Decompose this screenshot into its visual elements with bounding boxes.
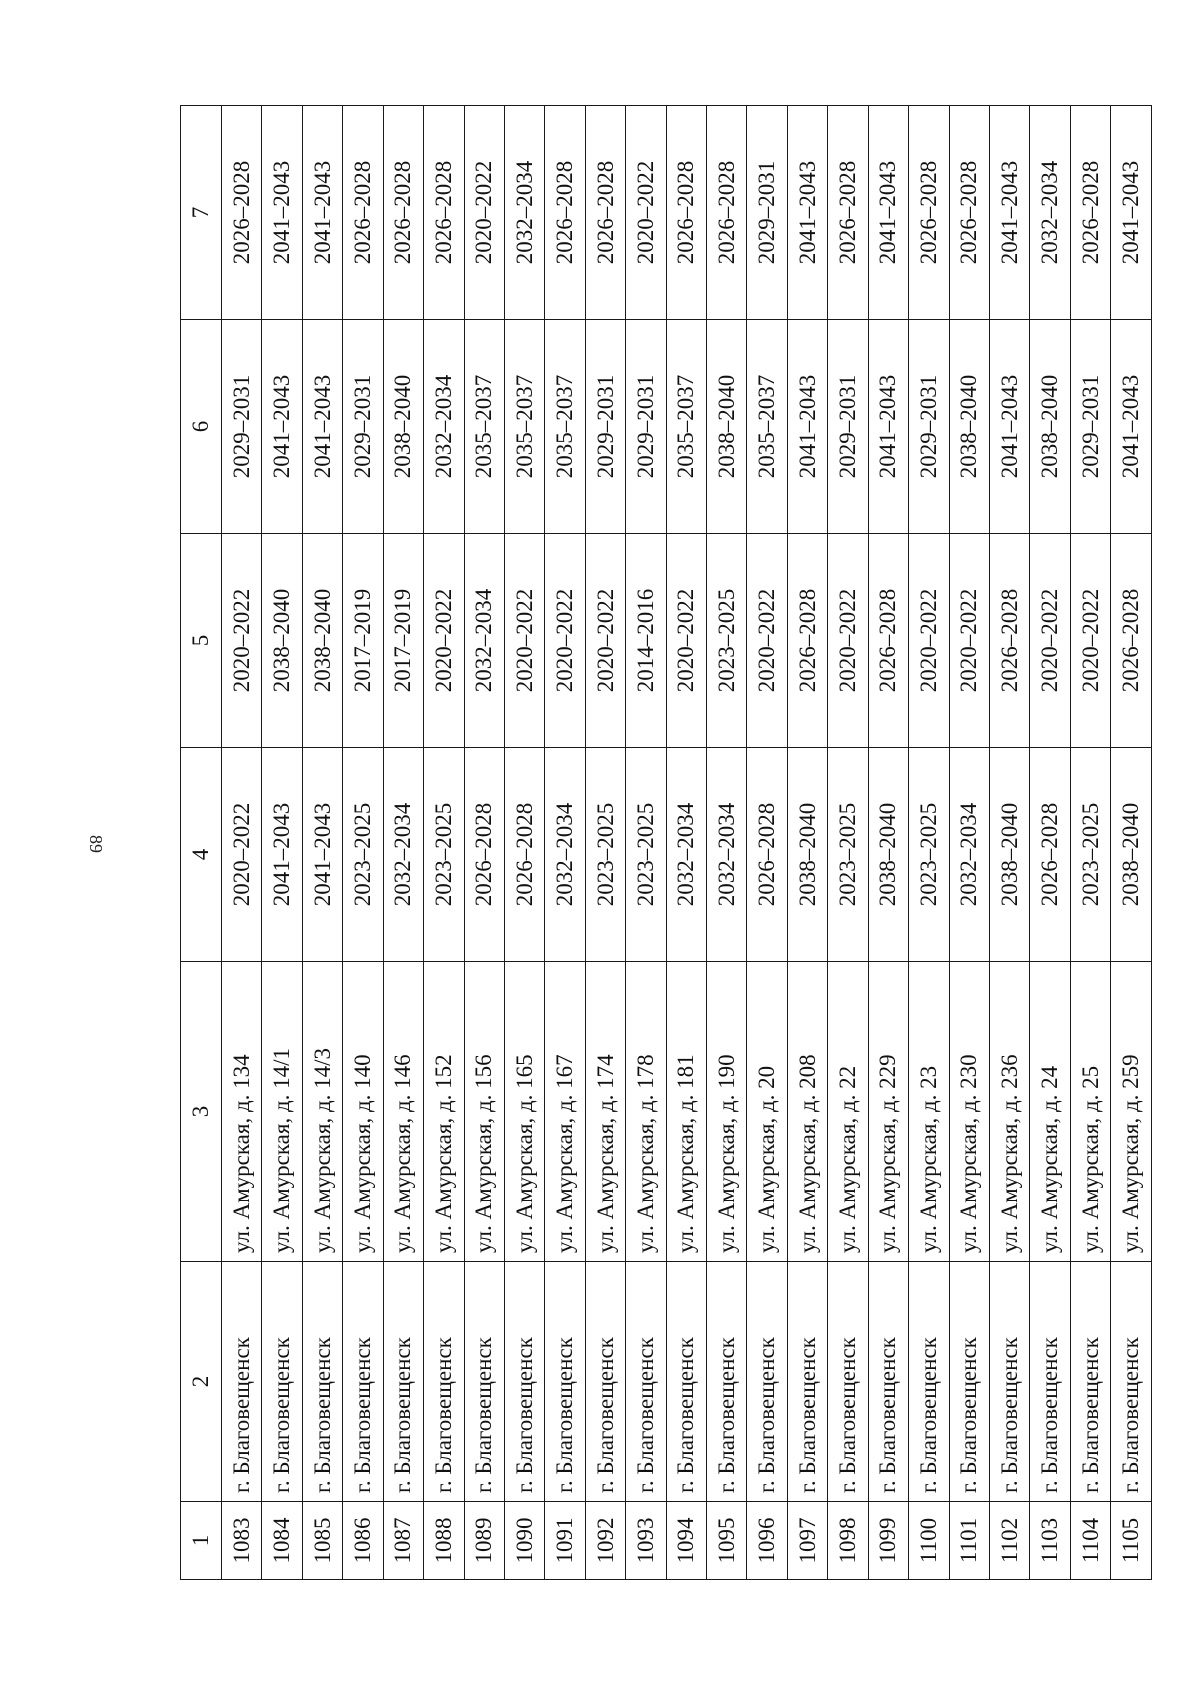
period-cell-7: 2026–2028	[585, 106, 625, 320]
row-number: 1087	[383, 1502, 423, 1580]
period-cell-4: 2041–2043	[302, 748, 342, 962]
row-number: 1105	[1111, 1502, 1152, 1580]
row-number: 1089	[464, 1502, 504, 1580]
period-cell-4: 2023–2025	[1070, 748, 1110, 962]
period-cell-4: 2023–2025	[424, 748, 464, 962]
period-cell-6: 2035–2037	[504, 320, 544, 534]
address-cell: ул. Амурская, д. 22	[828, 962, 868, 1262]
period-cell-5: 2020–2022	[949, 534, 989, 748]
period-cell-5: 2026–2028	[787, 534, 827, 748]
address-cell: ул. Амурская, д. 14/1	[262, 962, 302, 1262]
period-cell-6: 2035–2037	[747, 320, 787, 534]
table-row	[626, 106, 666, 1580]
period-cell-4: 2023–2025	[343, 748, 383, 962]
period-cell-4: 2032–2034	[383, 748, 423, 962]
period-cell-4: 2023–2025	[909, 748, 949, 962]
table-row	[222, 106, 262, 1580]
row-number: 1096	[747, 1502, 787, 1580]
period-cell-4: 2032–2034	[707, 748, 747, 962]
period-cell-6: 2041–2043	[302, 320, 342, 534]
row-number: 1093	[626, 1502, 666, 1580]
period-cell-5: 2026–2028	[868, 534, 908, 748]
period-cell-6: 2041–2043	[1111, 320, 1152, 534]
city-cell: г. Благовещенск	[1111, 1262, 1152, 1502]
address-cell: ул. Амурская, д. 152	[424, 962, 464, 1262]
period-cell-5: 2020–2022	[545, 534, 585, 748]
city-cell: г. Благовещенск	[424, 1262, 464, 1502]
address-cell: ул. Амурская, д. 174	[585, 962, 625, 1262]
table-row	[747, 106, 787, 1580]
column-header-3: 3	[181, 962, 222, 1262]
period-cell-5: 2020–2022	[222, 534, 262, 748]
table-header-row	[181, 106, 222, 1580]
row-number: 1086	[343, 1502, 383, 1580]
table-row	[990, 106, 1030, 1580]
row-number: 1098	[828, 1502, 868, 1580]
address-cell: ул. Амурская, д. 167	[545, 962, 585, 1262]
city-cell: г. Благовещенск	[868, 1262, 908, 1502]
period-cell-6: 2041–2043	[990, 320, 1030, 534]
period-cell-5: 2020–2022	[585, 534, 625, 748]
period-cell-5: 2017–2019	[343, 534, 383, 748]
period-cell-7: 2041–2043	[1111, 106, 1152, 320]
table-row	[1030, 106, 1070, 1580]
row-number: 1094	[666, 1502, 706, 1580]
address-cell: ул. Амурская, д. 236	[990, 962, 1030, 1262]
period-cell-5: 2026–2028	[990, 534, 1030, 748]
city-cell: г. Благовещенск	[787, 1262, 827, 1502]
period-cell-6: 2035–2037	[666, 320, 706, 534]
period-cell-6: 2029–2031	[343, 320, 383, 534]
table-row	[1111, 106, 1152, 1580]
period-cell-5: 2020–2022	[747, 534, 787, 748]
column-header-1: 1	[181, 1502, 222, 1580]
address-cell: ул. Амурская, д. 229	[868, 962, 908, 1262]
period-cell-4: 2032–2034	[949, 748, 989, 962]
period-cell-7: 2026–2028	[828, 106, 868, 320]
period-cell-6: 2032–2034	[424, 320, 464, 534]
column-header-6: 6	[181, 320, 222, 534]
period-cell-7: 2041–2043	[787, 106, 827, 320]
row-number: 1102	[990, 1502, 1030, 1580]
period-cell-7: 2041–2043	[990, 106, 1030, 320]
city-cell: г. Благовещенск	[302, 1262, 342, 1502]
address-cell: ул. Амурская, д. 146	[383, 962, 423, 1262]
period-cell-7: 2026–2028	[545, 106, 585, 320]
period-cell-5: 2023–2025	[707, 534, 747, 748]
period-cell-4: 2038–2040	[868, 748, 908, 962]
city-cell: г. Благовещенск	[343, 1262, 383, 1502]
table-row	[666, 106, 706, 1580]
table-row	[828, 106, 868, 1580]
table-row	[504, 106, 544, 1580]
address-cell: ул. Амурская, д. 25	[1070, 962, 1110, 1262]
city-cell: г. Благовещенск	[464, 1262, 504, 1502]
table-row	[787, 106, 827, 1580]
period-cell-6: 2038–2040	[1030, 320, 1070, 534]
period-cell-4: 2032–2034	[545, 748, 585, 962]
period-cell-5: 2020–2022	[909, 534, 949, 748]
period-cell-7: 2041–2043	[868, 106, 908, 320]
city-cell: г. Благовещенск	[1030, 1262, 1070, 1502]
address-cell: ул. Амурская, д. 208	[787, 962, 827, 1262]
address-cell: ул. Амурская, д. 178	[626, 962, 666, 1262]
row-number: 1104	[1070, 1502, 1110, 1580]
table-row	[262, 106, 302, 1580]
city-cell: г. Благовещенск	[504, 1262, 544, 1502]
period-cell-6: 2041–2043	[262, 320, 302, 534]
period-cell-6: 2035–2037	[464, 320, 504, 534]
address-cell: ул. Амурская, д. 230	[949, 962, 989, 1262]
period-cell-6: 2038–2040	[383, 320, 423, 534]
table-container	[180, 106, 1152, 1580]
period-cell-5: 2020–2022	[424, 534, 464, 748]
period-cell-7: 2041–2043	[262, 106, 302, 320]
period-cell-5: 2020–2022	[828, 534, 868, 748]
address-cell: ул. Амурская, д. 20	[747, 962, 787, 1262]
city-cell: г. Благовещенск	[747, 1262, 787, 1502]
address-cell: ул. Амурская, д. 259	[1111, 962, 1152, 1262]
period-cell-5: 2038–2040	[262, 534, 302, 748]
period-cell-4: 2023–2025	[585, 748, 625, 962]
period-cell-6: 2029–2031	[909, 320, 949, 534]
period-cell-5: 2026–2028	[1111, 534, 1152, 748]
period-cell-7: 2029–2031	[747, 106, 787, 320]
table-row	[868, 106, 908, 1580]
column-header-4: 4	[181, 748, 222, 962]
period-cell-5: 2032–2034	[464, 534, 504, 748]
period-cell-5: 2020–2022	[1030, 534, 1070, 748]
row-number: 1092	[585, 1502, 625, 1580]
table-row	[302, 106, 342, 1580]
city-cell: г. Благовещенск	[262, 1262, 302, 1502]
column-header-7: 7	[181, 106, 222, 320]
period-cell-4: 2026–2028	[464, 748, 504, 962]
period-cell-5: 2014–2016	[626, 534, 666, 748]
period-cell-5: 2017–2019	[383, 534, 423, 748]
period-cell-5: 2020–2022	[504, 534, 544, 748]
address-cell: ул. Амурская, д. 134	[222, 962, 262, 1262]
period-cell-7: 2026–2028	[343, 106, 383, 320]
row-number: 1101	[949, 1502, 989, 1580]
row-number: 1095	[707, 1502, 747, 1580]
city-cell: г. Благовещенск	[666, 1262, 706, 1502]
period-cell-6: 2041–2043	[787, 320, 827, 534]
table-row	[1070, 106, 1110, 1580]
period-cell-7: 2026–2028	[949, 106, 989, 320]
period-cell-6: 2029–2031	[828, 320, 868, 534]
data-table	[180, 105, 1152, 1580]
period-cell-4: 2020–2022	[222, 748, 262, 962]
period-cell-6: 2035–2037	[545, 320, 585, 534]
row-number: 1085	[302, 1502, 342, 1580]
period-cell-5: 2038–2040	[302, 534, 342, 748]
period-cell-7: 2026–2028	[666, 106, 706, 320]
table-row	[585, 106, 625, 1580]
period-cell-7: 2026–2028	[909, 106, 949, 320]
city-cell: г. Благовещенск	[828, 1262, 868, 1502]
table-row	[707, 106, 747, 1580]
table-row	[949, 106, 989, 1580]
period-cell-7: 2020–2022	[626, 106, 666, 320]
row-number: 1097	[787, 1502, 827, 1580]
address-cell: ул. Амурская, д. 14/3	[302, 962, 342, 1262]
period-cell-5: 2020–2022	[666, 534, 706, 748]
city-cell: г. Благовещенск	[585, 1262, 625, 1502]
period-cell-7: 2032–2034	[504, 106, 544, 320]
rotated-table	[180, 106, 1152, 1580]
table-row	[343, 106, 383, 1580]
period-cell-4: 2038–2040	[787, 748, 827, 962]
period-cell-7: 2032–2034	[1030, 106, 1070, 320]
period-cell-4: 2026–2028	[504, 748, 544, 962]
table-row	[909, 106, 949, 1580]
period-cell-4: 2041–2043	[262, 748, 302, 962]
period-cell-6: 2038–2040	[707, 320, 747, 534]
table-row	[545, 106, 585, 1580]
row-number: 1083	[222, 1502, 262, 1580]
period-cell-6: 2029–2031	[585, 320, 625, 534]
page-number: 89	[86, 835, 107, 853]
period-cell-6: 2029–2031	[222, 320, 262, 534]
table-row	[424, 106, 464, 1580]
table-body	[222, 106, 1152, 1580]
period-cell-6: 2029–2031	[1070, 320, 1110, 534]
period-cell-4: 2026–2028	[1030, 748, 1070, 962]
row-number: 1091	[545, 1502, 585, 1580]
period-cell-4: 2023–2025	[626, 748, 666, 962]
period-cell-5: 2020–2022	[1070, 534, 1110, 748]
row-number: 1100	[909, 1502, 949, 1580]
period-cell-7: 2020–2022	[464, 106, 504, 320]
column-header-5: 5	[181, 534, 222, 748]
period-cell-7: 2026–2028	[383, 106, 423, 320]
city-cell: г. Благовещенск	[383, 1262, 423, 1502]
period-cell-4: 2023–2025	[828, 748, 868, 962]
address-cell: ул. Амурская, д. 190	[707, 962, 747, 1262]
period-cell-4: 2032–2034	[666, 748, 706, 962]
city-cell: г. Благовещенск	[707, 1262, 747, 1502]
period-cell-7: 2041–2043	[302, 106, 342, 320]
address-cell: ул. Амурская, д. 165	[504, 962, 544, 1262]
address-cell: ул. Амурская, д. 181	[666, 962, 706, 1262]
address-cell: ул. Амурская, д. 140	[343, 962, 383, 1262]
row-number: 1084	[262, 1502, 302, 1580]
table-row	[464, 106, 504, 1580]
period-cell-6: 2038–2040	[949, 320, 989, 534]
city-cell: г. Благовещенск	[626, 1262, 666, 1502]
address-cell: ул. Амурская, д. 23	[909, 962, 949, 1262]
period-cell-4: 2038–2040	[1111, 748, 1152, 962]
row-number: 1099	[868, 1502, 908, 1580]
period-cell-6: 2029–2031	[626, 320, 666, 534]
city-cell: г. Благовещенск	[222, 1262, 262, 1502]
city-cell: г. Благовещенск	[990, 1262, 1030, 1502]
period-cell-7: 2026–2028	[222, 106, 262, 320]
address-cell: ул. Амурская, д. 24	[1030, 962, 1070, 1262]
city-cell: г. Благовещенск	[909, 1262, 949, 1502]
row-number: 1103	[1030, 1502, 1070, 1580]
period-cell-7: 2026–2028	[424, 106, 464, 320]
column-header-2: 2	[181, 1262, 222, 1502]
period-cell-7: 2026–2028	[1070, 106, 1110, 320]
address-cell: ул. Амурская, д. 156	[464, 962, 504, 1262]
city-cell: г. Благовещенск	[545, 1262, 585, 1502]
period-cell-4: 2038–2040	[990, 748, 1030, 962]
city-cell: г. Благовещенск	[1070, 1262, 1110, 1502]
period-cell-4: 2026–2028	[747, 748, 787, 962]
row-number: 1090	[504, 1502, 544, 1580]
row-number: 1088	[424, 1502, 464, 1580]
table-row	[383, 106, 423, 1580]
city-cell: г. Благовещенск	[949, 1262, 989, 1502]
period-cell-7: 2026–2028	[707, 106, 747, 320]
period-cell-6: 2041–2043	[868, 320, 908, 534]
